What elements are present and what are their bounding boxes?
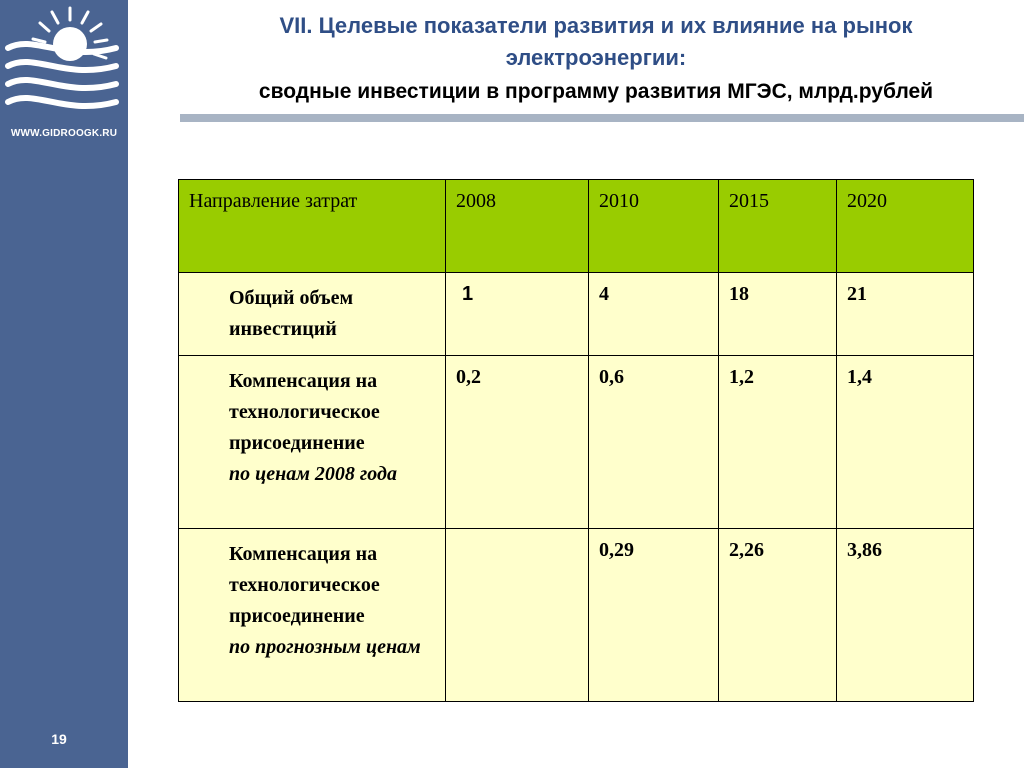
table-cell: 0,6 bbox=[589, 356, 719, 529]
table-cell bbox=[446, 529, 589, 702]
header-cell-2010: 2010 bbox=[589, 180, 719, 273]
page-number: 19 bbox=[51, 731, 67, 747]
row-label-note: по ценам 2008 года bbox=[229, 463, 397, 485]
row-label-note: по прогнозным ценам bbox=[229, 636, 421, 658]
table-cell: 18 bbox=[719, 273, 837, 356]
row-label bbox=[179, 356, 446, 529]
table-cell: 3,86 bbox=[837, 529, 974, 702]
table-cell: 2,26 bbox=[719, 529, 837, 702]
row-label-text: Компенсация на технологическое присоединение bbox=[229, 543, 380, 627]
table-cell: 1,4 bbox=[837, 356, 974, 529]
table-row bbox=[179, 529, 974, 702]
row-label-text: Компенсация на технологическое присоединение bbox=[229, 370, 380, 454]
title-line-2: электроэнергии: bbox=[505, 45, 687, 70]
table-cell: 1,2 bbox=[719, 356, 837, 529]
row-label bbox=[179, 529, 446, 702]
table-cell: 0,29 bbox=[589, 529, 719, 702]
row-label bbox=[179, 273, 446, 356]
slide-subtitle: сводные инвестиции в программу развития МГЭС, млрд.рублей bbox=[258, 80, 934, 103]
sidebar bbox=[0, 0, 128, 768]
header-cell-2008: 2008 bbox=[446, 180, 589, 273]
table-cell: 21 bbox=[837, 273, 974, 356]
table-header-row bbox=[179, 180, 974, 273]
cell-value: 1 bbox=[462, 283, 474, 305]
header-cell-2020: 2020 bbox=[837, 180, 974, 273]
table-cell bbox=[446, 273, 589, 356]
header-cell-direction: Направление затрат bbox=[179, 180, 446, 273]
table-row bbox=[179, 273, 974, 356]
table-row bbox=[179, 356, 974, 529]
title-divider bbox=[180, 114, 1024, 122]
slide-title bbox=[196, 10, 996, 107]
title-line-1: VII. Целевые показатели развития и их влияние на рынок bbox=[279, 13, 913, 38]
row-label-text: Общий объем инвестиций bbox=[229, 287, 354, 340]
table-cell: 4 bbox=[589, 273, 719, 356]
site-url-link[interactable]: WWW.GIDROOGK.RU bbox=[10, 128, 118, 139]
table-cell: 0,2 bbox=[446, 356, 589, 529]
header-cell-2015: 2015 bbox=[719, 180, 837, 273]
company-logo-icon bbox=[4, 4, 122, 116]
investment-table bbox=[178, 179, 974, 702]
